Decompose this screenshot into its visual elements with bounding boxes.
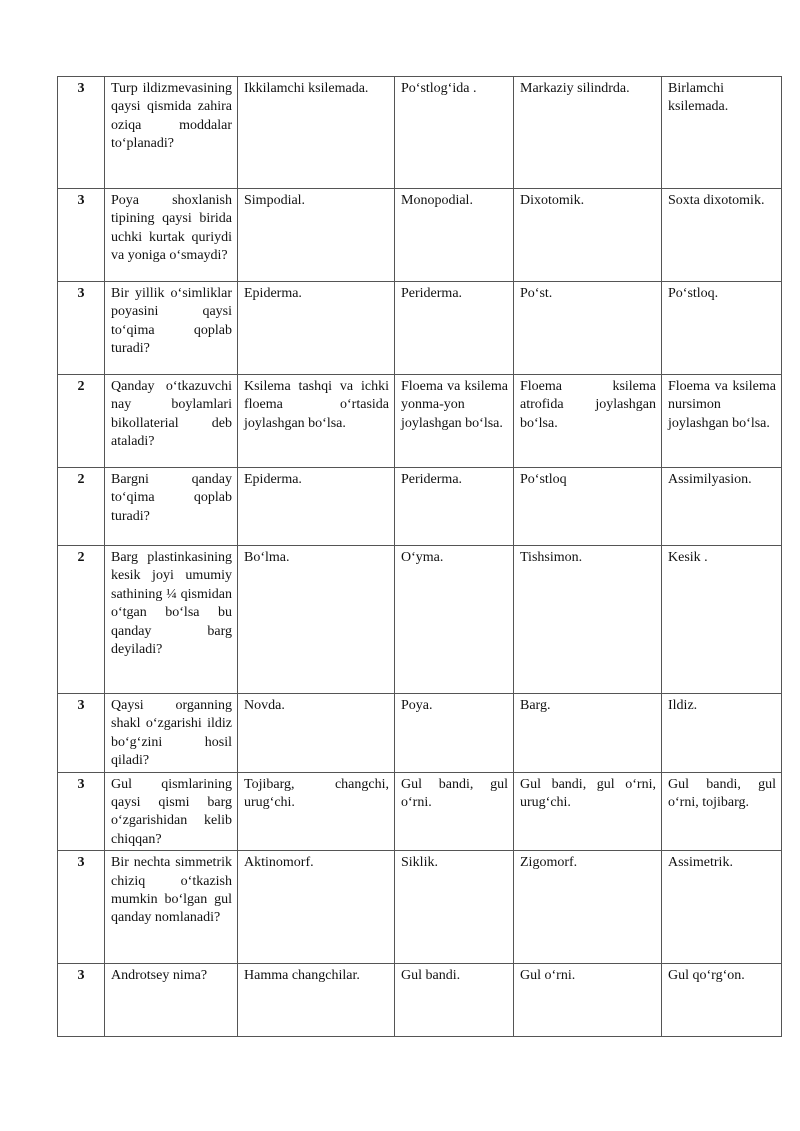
answer-d-cell: Assimetrik. (662, 851, 782, 964)
test-table (57, 76, 782, 1037)
answer-a-cell: Bo‘lma. (238, 546, 395, 694)
answer-d-cell: Po‘stloq. (662, 282, 782, 375)
table-row (58, 77, 782, 189)
answer-a-cell: Hamma changchilar. (238, 964, 395, 1037)
answer-c-cell: Barg. (514, 694, 662, 773)
answer-c-cell: Zigomorf. (514, 851, 662, 964)
table-row (58, 772, 782, 851)
answer-d-cell: Gul qo‘rg‘on. (662, 964, 782, 1037)
answer-a-cell: Simpodial. (238, 189, 395, 282)
answer-c-cell: Floema ksilema atrofida joylashgan bo‘lsa. (514, 375, 662, 468)
table-row (58, 468, 782, 546)
score-cell: 3 (58, 964, 105, 1037)
answer-d-cell: Kesik . (662, 546, 782, 694)
answer-a-cell: Ikkilamchi ksilemada. (238, 77, 395, 189)
answer-c-cell: Tishsimon. (514, 546, 662, 694)
answer-c-cell: Po‘stloq (514, 468, 662, 546)
answer-b-cell: Po‘stlog‘ida . (395, 77, 514, 189)
question-cell: Qaysi organning shakl o‘zgarishi ildiz bo‘g‘zini hosil qiladi? (105, 694, 238, 773)
question-cell: Barg plastinkasining kesik joyi umumiy sathining ¼ qismidan o‘tgan bo‘lsa bu qanday barg deyiladi? (105, 546, 238, 694)
answer-b-cell: Monopodial. (395, 189, 514, 282)
table-row (58, 964, 782, 1037)
score-cell: 2 (58, 375, 105, 468)
answer-d-cell: Birlamchi ksilemada. (662, 77, 782, 189)
answer-d-cell: Floema va ksilema nursimon joylashgan bo‘lsa. (662, 375, 782, 468)
table-row (58, 282, 782, 375)
table-row (58, 375, 782, 468)
answer-c-cell: Gul o‘rni. (514, 964, 662, 1037)
answer-c-cell: Po‘st. (514, 282, 662, 375)
answer-a-cell: Epiderma. (238, 282, 395, 375)
answer-a-cell: Tojibarg, changchi, urug‘chi. (238, 772, 395, 851)
answer-d-cell: Ildiz. (662, 694, 782, 773)
answer-b-cell: Periderma. (395, 468, 514, 546)
question-cell: Bir yillik o‘simliklar poyasini qaysi to‘qima qoplab turadi? (105, 282, 238, 375)
answer-b-cell: Poya. (395, 694, 514, 773)
table-row (58, 851, 782, 964)
answer-d-cell: Gul bandi, gul o‘rni, tojibarg. (662, 772, 782, 851)
question-cell: Qanday o‘tkazuvchi nay boylamlari bikollaterial deb ataladi? (105, 375, 238, 468)
answer-b-cell: Gul bandi. (395, 964, 514, 1037)
question-cell: Bir nechta simmetrik chiziq o‘tkazish mumkin bo‘lgan gul qanday nomlanadi? (105, 851, 238, 964)
table-row (58, 189, 782, 282)
question-cell: Bargni qanday to‘qima qoplab turadi? (105, 468, 238, 546)
score-cell: 3 (58, 694, 105, 773)
answer-a-cell: Aktinomorf. (238, 851, 395, 964)
question-cell: Turp ildizmevasining qaysi qismida zahira oziqa moddalar to‘planadi? (105, 77, 238, 189)
table-row (58, 546, 782, 694)
answer-a-cell: Epiderma. (238, 468, 395, 546)
answer-b-cell: O‘yma. (395, 546, 514, 694)
question-cell: Gul qismlarining qaysi qismi barg o‘zgarishidan kelib chiqqan? (105, 772, 238, 851)
answer-c-cell: Gul bandi, gul o‘rni, urug‘chi. (514, 772, 662, 851)
table-row (58, 694, 782, 773)
answer-a-cell: Novda. (238, 694, 395, 773)
answer-c-cell: Markaziy silindrda. (514, 77, 662, 189)
answer-b-cell: Gul bandi, gul o‘rni. (395, 772, 514, 851)
answer-d-cell: Assimilyasion. (662, 468, 782, 546)
score-cell: 2 (58, 468, 105, 546)
question-cell: Poya shoxlanish tipining qaysi birida uchki kurtak quriydi va yoniga o‘smaydi? (105, 189, 238, 282)
score-cell: 3 (58, 77, 105, 189)
score-cell: 2 (58, 546, 105, 694)
answer-b-cell: Floema va ksilema yonma-yon joylashgan bo‘lsa. (395, 375, 514, 468)
answer-a-cell: Ksilema tashqi va ichki floema o‘rtasida joylashgan bo‘lsa. (238, 375, 395, 468)
score-cell: 3 (58, 851, 105, 964)
score-cell: 3 (58, 189, 105, 282)
answer-c-cell: Dixotomik. (514, 189, 662, 282)
score-cell: 3 (58, 772, 105, 851)
score-cell: 3 (58, 282, 105, 375)
answer-d-cell: Soxta dixotomik. (662, 189, 782, 282)
answer-b-cell: Periderma. (395, 282, 514, 375)
answer-b-cell: Siklik. (395, 851, 514, 964)
question-cell: Androtsey nima? (105, 964, 238, 1037)
